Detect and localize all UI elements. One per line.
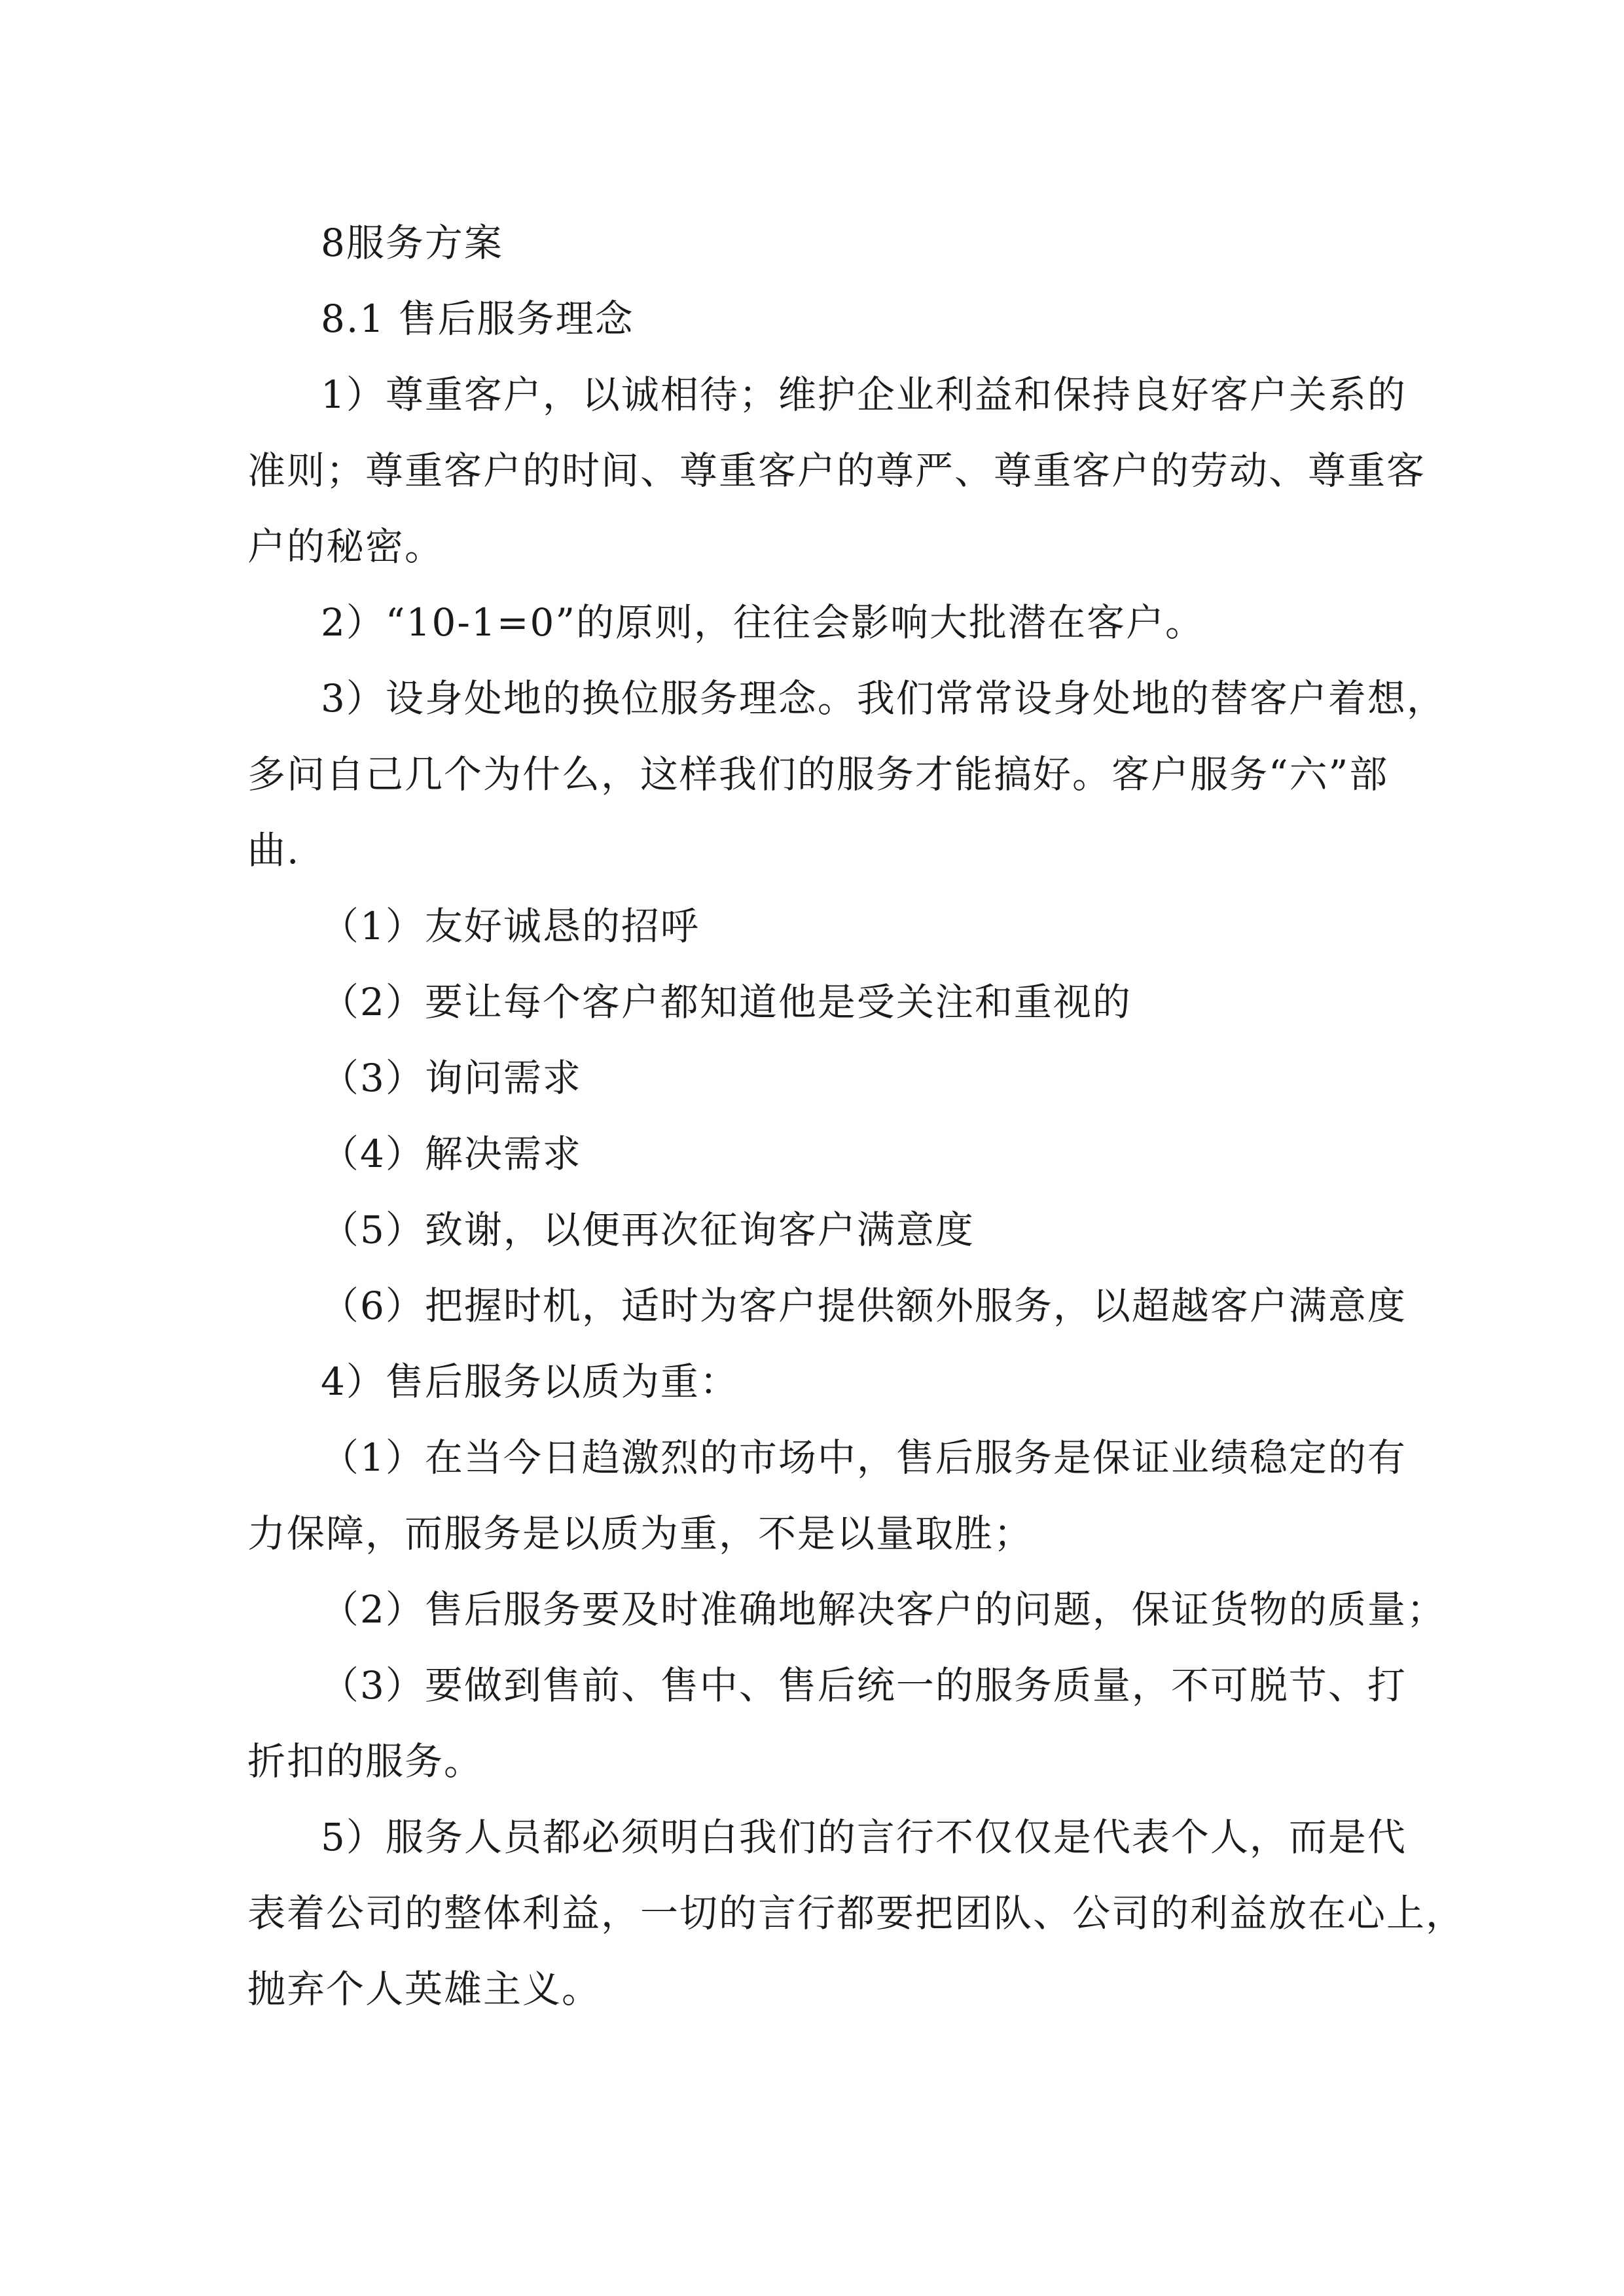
paragraph-1-line-2: 准则；尊重客户的时间、尊重客户的尊严、尊重客户的劳动、尊重客 [247,448,1426,493]
step-item-3: （3）询问需求 [321,1056,582,1100]
paragraph-2-line-1: 2）“10-1=0”的原则，往往会影响大批潜在客户。 [321,600,1205,645]
step-item-5: （5）致谢，以便再次征询客户满意度 [321,1208,975,1252]
step-item-6: （6）把握时机，适时为客户提供额外服务，以超越客户满意度 [321,1283,1407,1328]
paragraph-3-line-2: 多问自己几个为什么，这样我们的服务才能搞好。客户服务“六”部 [247,752,1389,797]
section-heading: 8服务方案 [321,221,503,265]
step-item-4: （4）解决需求 [321,1132,582,1176]
quality-item-3-line-1: （3）要做到售前、售中、售后统一的服务质量，不可脱节、打 [321,1663,1407,1708]
paragraph-3-line-3: 曲. [247,828,300,872]
paragraph-5-line-1: 5）服务人员都必须明白我们的言行不仅仅是代表个人，而是代 [321,1815,1407,1859]
paragraph-5-line-2: 表着公司的整体利益，一切的言行都要把团队、公司的利益放在心上， [247,1891,1466,1935]
quality-item-1-line-2: 力保障，而服务是以质为重，不是以量取胜； [247,1511,1034,1556]
paragraph-4-line-1: 4）售后服务以质为重： [321,1359,739,1404]
paragraph-5-line-3: 抛弃个人英雄主义。 [247,1967,602,2011]
paragraph-1-line-1: 1）尊重客户，以诚相待；维护企业利益和保持良好客户关系的 [321,372,1407,417]
paragraph-3-line-1: 3）设身处地的换位服务理念。我们常常设身处地的替客户着想， [321,676,1446,721]
step-item-1: （1）友好诚恳的招呼 [321,904,700,948]
quality-item-2-line-1: （2）售后服务要及时准确地解决客户的问题，保证货物的质量； [321,1587,1446,1632]
quality-item-3-line-2: 折扣的服务。 [247,1739,484,1784]
step-item-2: （2）要让每个客户都知道他是受关注和重视的 [321,980,1132,1024]
paragraph-1-line-3: 户的秘密。 [247,524,444,569]
subsection-heading: 8.1 售后服务理念 [321,296,634,341]
quality-item-1-line-1: （1）在当今日趋激烈的市场中，售后服务是保证业绩稳定的有 [321,1435,1407,1480]
